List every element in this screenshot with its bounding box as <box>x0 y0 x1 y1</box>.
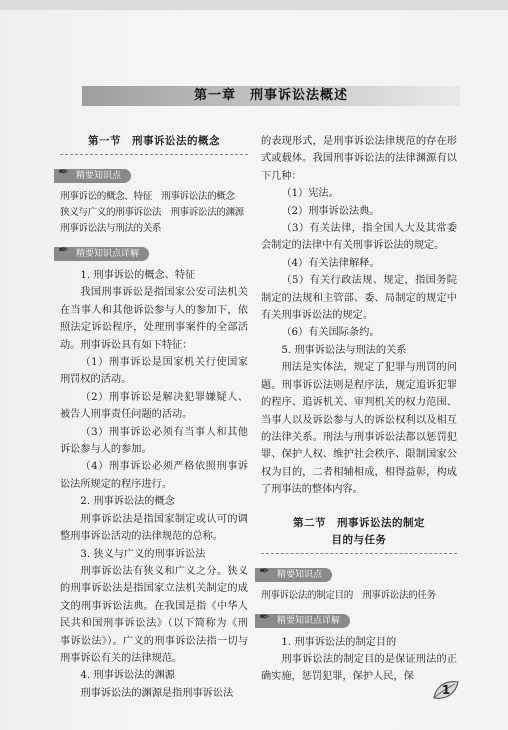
section-2-title-line1: 第二节 刑事诉讼法的制定 <box>293 516 425 529</box>
chapter-heading-band <box>82 86 460 106</box>
paragraph: 刑事诉讼法是指国家制定或认可的调整刑事诉讼活动的法律规范的总称。 <box>60 513 248 543</box>
page-top-edge <box>0 0 508 10</box>
paragraph: （5）有关行政法规、规定，指国务院制定的法规和主管部、委、局制定的规定中有关刑事诉讼法的规定。 <box>261 275 457 322</box>
paragraph: （4）刑事诉讼必须严格依照刑事诉讼法所规定的程序进行。 <box>60 461 248 490</box>
paragraph: 刑法是实体法，规定了犯罪与刑罚的问题。刑事诉讼法则是程序法，规定追诉犯罪的程序、追诉机关、审判机关的权力范围、当事人以及诉讼参与人的诉讼权利以及相互的法律关系。刑法与刑事诉讼法都以惩罚犯罪、保护人权、维护社会秩序、限制国家公权为目的，二者相辅相成，相得益彰，构成了刑事法的整体内容。 <box>261 362 457 496</box>
paragraph: （1）宪法。 <box>281 188 339 200</box>
detail-tag-label: 精要知识点详解 <box>76 249 140 259</box>
pen-icon: ✒ <box>259 563 270 579</box>
detail-tag-label: 精要知识点详解 <box>277 615 341 626</box>
paragraph: （4）有关法律解释。 <box>281 257 380 269</box>
paragraph: （2）刑事诉讼是解决犯罪嫌疑人、被告人刑事责任问题的活动。 <box>60 391 248 421</box>
detail-tag <box>255 609 350 628</box>
paragraph: （3）有关法律，指全国人大及其常委会制定的法律中有关刑事诉讼法的规定。 <box>261 223 457 252</box>
chapter-title: 第一章 刑事诉讼法概述 <box>193 88 348 103</box>
left-column <box>58 133 254 702</box>
paragraph: （6）有关国际条约。 <box>281 327 380 339</box>
key-points-tag <box>255 563 332 582</box>
paragraph: 1. 刑事诉讼的概念、特征 <box>80 270 196 281</box>
paragraph: 的表现形式，是刑事诉讼法律规范的存在形式或载体。我国刑事诉讼法的法律渊源有以下几种： <box>261 136 457 182</box>
paragraph: 刑事诉讼法的制定目的是保证刑法的正确实施，惩罚犯罪，保护人民，保 <box>261 653 457 683</box>
key-points-text: 刑事诉讼法的制定目的 刑事诉讼法的任务 <box>261 589 436 601</box>
section-divider <box>60 154 248 155</box>
section-1-title: 第一节 刑事诉讼法的概念 <box>88 135 220 147</box>
paragraph: 5. 刑事诉讼法与刑法的关系 <box>281 344 407 356</box>
paragraph: 3. 狭义与广义的刑事诉讼法 <box>80 548 206 560</box>
page-number: 1 <box>441 683 451 697</box>
paragraph: 4. 刑事诉讼法的渊源 <box>80 670 175 682</box>
key-points-tag-label: 精要知识点 <box>76 171 122 181</box>
paragraph: 刑事诉讼法的渊源是指刑事诉讼法 <box>80 687 234 699</box>
page-number-badge <box>431 678 461 704</box>
key-points-text: 刑事诉讼的概念、特征 刑事诉讼法的概念 狭义与广义的刑事诉讼法 刑事诉讼法的渊源 刑事诉讼法与刑法的关系 <box>60 191 254 234</box>
paragraph: （3）刑事诉讼必须有当事人和其他诉讼参与人的参加。 <box>60 426 248 456</box>
paragraph: 我国刑事诉讼是指国家公安司法机关在当事人和其他诉讼参与人的参加下，依照法定诉讼程序，处理刑事案件的全部活动。刑事诉讼具有如下特征： <box>60 287 248 351</box>
pen-icon: ✒ <box>58 165 69 180</box>
paragraph: 2. 刑事诉讼法的概念 <box>80 496 175 508</box>
paragraph: 1. 刑事诉讼法的制定目的 <box>281 636 397 648</box>
key-points-tag <box>54 165 131 183</box>
detail-tag <box>54 243 149 261</box>
paragraph: （2）刑事诉讼法典。 <box>281 205 380 217</box>
key-points-tag-label: 精要知识点 <box>277 569 323 580</box>
section-2-title-line2: 目的与任务 <box>331 533 387 546</box>
section-divider <box>261 553 457 554</box>
pen-icon: ✒ <box>58 243 69 258</box>
right-column <box>261 133 457 686</box>
paragraph: （1）刑事诉讼是国家机关行使国家刑罚权的活动。 <box>60 357 248 386</box>
paragraph: 刑事诉讼法有狭义和广义之分。狭义的刑事诉讼法是指国家立法机关制定的成文的刑事诉讼法典。在我国是指《中华人民共和国刑事诉讼法》（以下简称为《刑事诉讼法》）。广义的刑事诉讼法指一切与刑事诉讼有关的法律规范。 <box>60 565 248 664</box>
pen-icon: ✒ <box>259 609 270 625</box>
